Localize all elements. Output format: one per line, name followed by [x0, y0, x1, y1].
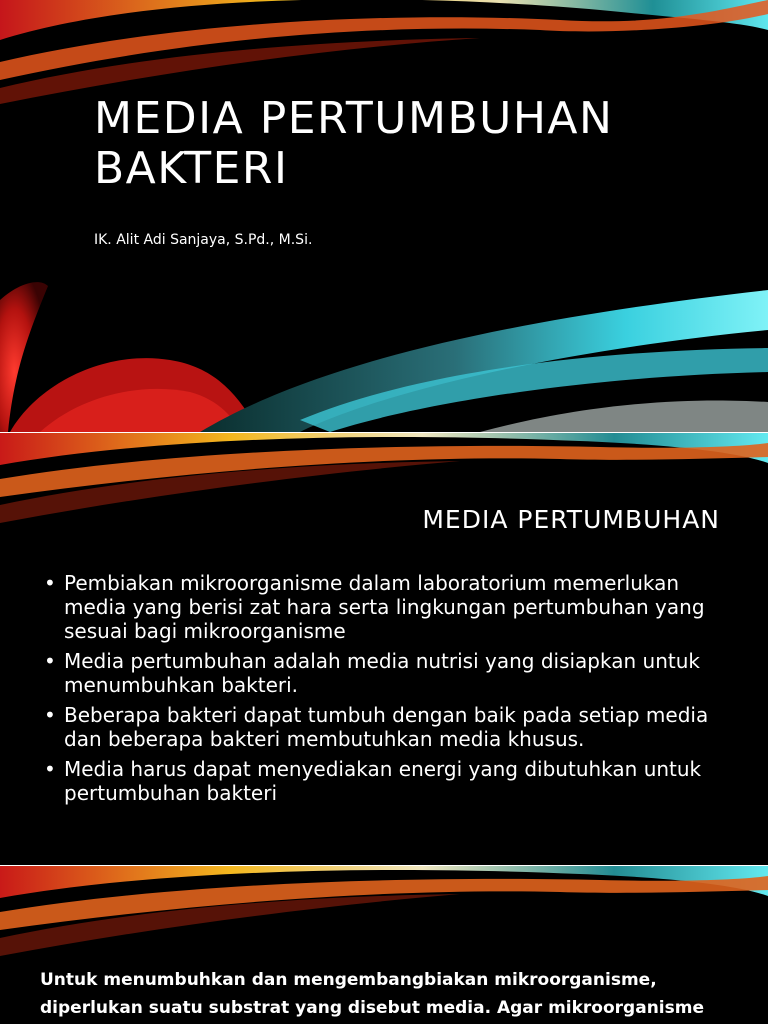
bullet-dot: •	[44, 757, 56, 781]
bullet-text: Media pertumbuhan adalah media nutrisi yang disiapkan untuk menumbuhkan bakteri.	[64, 649, 700, 697]
bullet-item	[44, 649, 734, 697]
swoosh-decoration	[0, 0, 768, 432]
title-slide	[0, 0, 768, 432]
bullet-dot: •	[44, 571, 56, 595]
bullet-item	[44, 703, 734, 751]
bullet-text: Media harus dapat menyediakan energi yang dibutuhkan untuk pertumbuhan bakteri	[64, 757, 702, 805]
slide-body-text: Untuk menumbuhkan dan mengembangbiakan mikroorganisme, diperlukan suatu substrat yang disebut media. Agar mikroorganisme	[40, 970, 704, 1018]
bullet-list	[44, 571, 734, 811]
slide-subtitle: IK. Alit Adi Sanjaya, S.Pd., M.Si.	[94, 232, 313, 248]
bullet-item	[44, 757, 734, 805]
bullet-text: Pembiakan mikroorganisme dalam laboratorium memerlukan media yang berisi zat hara serta lingkungan pertumbuhan yang sesuai bagi mikroorganisme	[64, 571, 705, 643]
content-slide	[0, 433, 768, 865]
bullet-text: Beberapa bakteri dapat tumbuh dengan baik pada setiap media dan beberapa bakteri membutuhkan media khusus.	[64, 703, 709, 751]
slide-title: MEDIA PERTUMBUHAN	[422, 505, 720, 534]
bullet-dot: •	[44, 703, 56, 727]
bullet-dot: •	[44, 649, 56, 673]
content-slide	[0, 866, 768, 1024]
slide-title: MEDIA PERTUMBUHAN BAKTERI	[94, 93, 614, 194]
bullet-item	[44, 571, 734, 643]
